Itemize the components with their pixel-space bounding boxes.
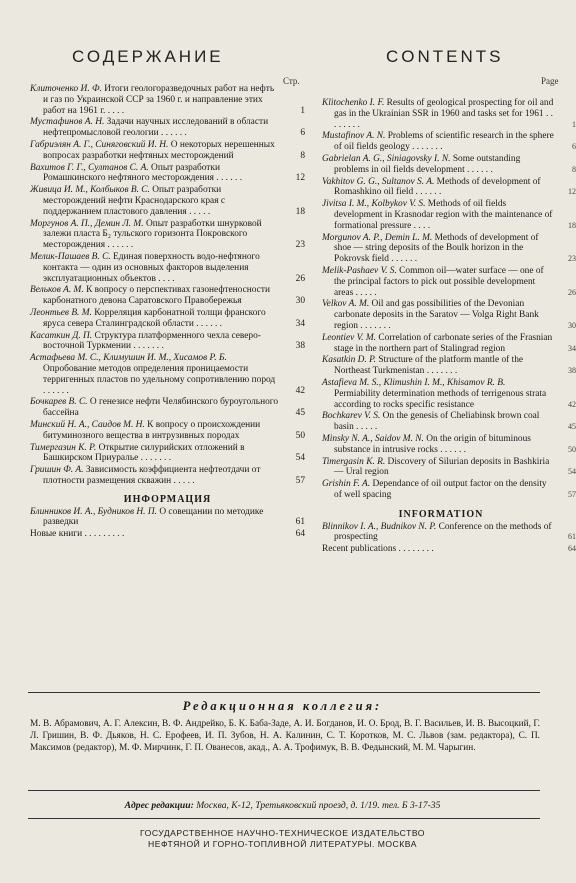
toc-entry	[322, 232, 576, 265]
toc-entry-page: 1	[572, 119, 576, 129]
toc-entry-title: On the origin of bituminous substance in intrusive rocks . . . . . .	[334, 433, 531, 455]
toc-entry-author: Гришин Ф. А.	[30, 465, 84, 476]
toc-entry-author: Vakhitov G. G., Sultanov S. A.	[322, 176, 435, 187]
toc-entry-title: Common oil—water surface — one of the principal factors to pick out possible development areas . . . . .	[334, 265, 544, 298]
toc-entry-page: 1	[300, 105, 305, 116]
toc-entry-title: О некоторых нерешенных вопросах разработки нефтяных месторождений	[43, 139, 275, 161]
contents-heading-en: CONTENTS	[386, 47, 504, 66]
editorial-board-members: М. В. Абрамович, А. Г. Алексин, В. Ф. Андрейко, Б. К. Баба-Заде, А. И. Богданов, И. О. Брод, В. Г. Васильев, И. В. Высоцкий, Г. Л. Гришин, В. Ф. Дьяков, Н. С. Ерофеев, И. П. Зубов, Н. А. Калинин, С. Т. Коротков, М. С. Львов (зам. редактора), С. П. Максимов (редактор), М. Ф. Мирчинк, Г. П. Ованесов, акад., А. А. Трофимук, В. В. Федынский, М. М. Чарыгин.	[30, 719, 540, 753]
information-entry-page: 61	[568, 532, 576, 542]
toc-entry-page: 8	[572, 164, 576, 174]
editorial-board-title: Редакционная коллегия:	[182, 699, 383, 713]
toc-entry	[322, 411, 576, 433]
toc-entry-title: Discovery of Silurian deposits in Bashkiria — Ural region	[334, 456, 550, 478]
toc-entry-title: Корреляция карбонатной толщи франского яруса севера Сталинградской области . . . . . .	[43, 307, 266, 329]
toc-entry-author: Мустафинов А. Н.	[30, 117, 105, 128]
toc-entry	[322, 479, 576, 501]
toc-entry-title: Зависимость коэффициента нефтеотдачи от плотности размещения скважин . . . . .	[43, 465, 261, 486]
toc-entry	[322, 355, 576, 377]
toc-entry	[322, 176, 576, 199]
toc-entry	[30, 252, 305, 284]
toc-entry	[30, 397, 305, 419]
toc-entry-author: Grishin F. A.	[322, 479, 371, 490]
publisher-line-1: ГОСУДАРСТВЕННОЕ НАУЧНО-ТЕХНИЧЕСКОЕ ИЗДАТЕЛЬСТВО	[140, 828, 425, 838]
toc-entry	[30, 140, 305, 162]
toc-entry-author: Melik-Pashaev V. S.	[322, 265, 397, 276]
toc-entry-page: 54	[295, 453, 305, 464]
toc-entry-author: Мелик-Пашаев В. С.	[30, 251, 111, 262]
toc-entry-page: 57	[295, 475, 305, 486]
toc-entry-title: К вопросу о перспективах газонефтеносности карбонатного девона Саратовского Правобережья	[43, 285, 270, 307]
toc-entry-title: О генезисе нефти Челябинского буроугольного бассейна	[43, 397, 279, 419]
toc-entry-author: Касаткин Д. П.	[30, 330, 93, 341]
toc-entry-author: Минский Н. А., Саидов М. Н.	[30, 419, 145, 430]
toc-entry-author: Леонтьев В. М.	[30, 307, 92, 318]
toc-entry-title: On the genesis of Cheliabinsk brown coal basin . . . . .	[334, 411, 540, 433]
toc-entry-title: Results of geological prospecting for oil and gas in the Ukrainian SSR in 1960 and tasks set for 1961 . . . . . . . .	[334, 98, 554, 130]
toc-entry-author: Minsky N. A., Saidov M. N.	[322, 433, 424, 444]
editorial-address	[0, 800, 565, 811]
toc-entry-author: Бочкарев В. С.	[30, 397, 88, 408]
toc-entry-title: Опробование методов определения проницаемости терригенных пластов по удельному сопротивлению пород . . . . . .	[43, 363, 276, 396]
toc-entry-page: 50	[295, 430, 305, 441]
toc-entry	[30, 331, 305, 353]
toc-entry	[322, 332, 576, 355]
toc-entry-author: Mustafinov A. N.	[322, 131, 386, 142]
information-entry-author: Blinnikov I. A., Budnikov N. P.	[322, 521, 437, 532]
toc-entry-author: Живица И. М., Колбыков В. С.	[30, 185, 150, 196]
toc-entry-page: 26	[295, 273, 305, 284]
information-entry-page: 61	[295, 517, 305, 528]
toc-entry-title: Опыт разработки шнурковой залежи пласта Б₂ тульского горизонта Покровского месторождения . . . . . .	[43, 218, 262, 251]
toc-entry	[30, 285, 305, 307]
toc-entry-title: К вопросу о происхождении битуминозного вещества в интрузивных породах	[43, 419, 261, 441]
toc-entry-title: Structure of the platform mantle of the Northeast Turkmenistan . . . . . . .	[334, 355, 524, 377]
toc-entry-page: 38	[568, 366, 576, 376]
toc-entry-title: Some outstanding problems in oil fields development . . . . . .	[334, 153, 521, 175]
information-entry-title: Conference on the methods of prospecting	[334, 521, 552, 543]
page-column-label-ru: Стр.	[283, 76, 300, 86]
toc-entry-page: 12	[568, 187, 576, 197]
toc-entry	[322, 456, 576, 479]
information-entry-title: О совещании по методике разведки	[43, 506, 264, 528]
toc-entry	[30, 420, 305, 442]
toc-entry-title: Methods of oil fields development in Krasnodar region with the maintenance of formational pressure . . . .	[334, 199, 553, 231]
toc-entry-title: Задачи научных исследований в области нефтепромысловой геологии . . . . . .	[43, 117, 269, 139]
toc-entry-page: 6	[300, 128, 305, 139]
toc-entry-author: Вельков А. М.	[30, 285, 84, 296]
toc-entry-title: Единая поверхность водо-нефтяного контакта — один из основных факторов выделения эксплуатационных объектов . . . .	[43, 251, 260, 284]
toc-entry-title: Dependance of oil output factor on the density of well spacing	[334, 479, 547, 500]
toc-entry-author: Leontiev V. M.	[322, 332, 376, 343]
toc-entry	[322, 377, 576, 410]
toc-entry-author: Velkov A. M.	[322, 299, 370, 310]
toc-entry-page: 45	[568, 422, 576, 432]
toc-entry-title: Oil and gas possibilities of the Devonian carbonate deposits in the Saratov — Volga Right Bank region . . . . . . .	[334, 299, 539, 331]
toc-entry	[30, 465, 305, 487]
information-heading: INFORMATION	[398, 508, 484, 520]
toc-entry	[30, 163, 305, 185]
information-heading: ИНФОРМАЦИЯ	[123, 493, 212, 505]
toc-entry-title: Permiability determination methods of terrigenous strata according to rocks specific resistance	[334, 388, 547, 410]
toc-entry-author: Kasatkin D. P.	[322, 355, 376, 366]
toc-entry	[322, 199, 576, 231]
toc-entry-page: 23	[295, 240, 305, 251]
toc-entry-author: Габриэлян А. Г., Синяговский И. Н.	[30, 139, 169, 150]
toc-entry-author: Bochkarev V. S.	[322, 411, 381, 422]
publisher-line-2: НЕФТЯНОЙ И ГОРНО-ТОПЛИВНОЙ ЛИТЕРАТУРЫ. МОСКВА	[148, 839, 417, 849]
toc-entry-page: 42	[568, 399, 576, 409]
information-entry-title: Recent publications . . . . . . . .	[322, 544, 434, 555]
information-entry	[30, 507, 305, 529]
toc-entry-author: Вахитов Г. Г., Султанов С. А.	[30, 162, 149, 173]
toc-entry-page: 18	[568, 220, 576, 230]
toc-entry	[30, 353, 305, 396]
toc-entry-title: Methods of development of Romashkino oil field . . . . . .	[334, 176, 541, 198]
toc-entry-page: 12	[295, 173, 305, 184]
divider-bottom	[28, 818, 540, 819]
toc-entry-page: 30	[295, 296, 305, 307]
toc-entry	[322, 153, 576, 176]
toc-entry-page: 45	[295, 408, 305, 419]
toc-entry-page: 42	[295, 385, 305, 396]
information-entry	[30, 529, 305, 540]
toc-entry-page: 26	[568, 287, 576, 297]
russian-contents-column	[30, 84, 305, 541]
toc-entry	[322, 131, 576, 153]
toc-entry-title: Correlation of carbonate series of the Frasnian stage in the northern part of Stalingrad region	[334, 332, 553, 354]
toc-entry-author: Astafieva M. S., Klimushin I. M., Khisamov R. B.	[322, 377, 506, 388]
toc-entry	[30, 117, 305, 139]
toc-entry-page: 54	[568, 467, 576, 477]
toc-entry-page: 50	[568, 444, 576, 454]
toc-entry	[30, 219, 305, 251]
divider-middle	[28, 790, 540, 791]
information-entry-author: Блинников И. А., Будников Н. П.	[30, 506, 157, 517]
toc-entry-title: Problems of scientific research in the sphere of oil fields geology . . . . . . .	[334, 131, 554, 153]
toc-entry-page: 34	[568, 343, 576, 353]
toc-entry	[30, 443, 305, 465]
toc-entry	[322, 265, 576, 298]
toc-entry	[322, 433, 576, 456]
toc-entry-page: 57	[568, 489, 576, 499]
toc-entry-title: Опыт разработки Ромашкинского нефтяного месторождения . . . . . .	[43, 162, 243, 184]
toc-entry	[322, 98, 576, 130]
publisher-block	[0, 828, 565, 850]
address-text: Москва, К-12, Третьяковский проезд, д. 1/19. тел. Б 3-17-35	[193, 800, 441, 811]
information-entry	[322, 521, 576, 544]
toc-entry	[30, 308, 305, 330]
toc-entry-page: 23	[568, 254, 576, 264]
information-entry-title: Новые книги . . . . . . . . .	[30, 529, 125, 540]
toc-entry	[322, 299, 576, 331]
toc-entry-author: Моргунов А. П., Демин Л. М.	[30, 218, 144, 229]
contents-heading-ru: СОДЕРЖАНИЕ	[72, 47, 224, 66]
information-entry-page: 64	[568, 544, 576, 554]
information-entry-page: 64	[295, 529, 305, 540]
toc-entry-title: Структура платформенного чехла северо-восточной Туркмении . . . . . . .	[43, 330, 261, 352]
toc-entry-author: Gabrielan A. G., Siniagovsky I. N.	[322, 153, 451, 164]
page-column-label-en: Page	[541, 76, 559, 86]
toc-entry-title: Открытие силурийских отложений в Башкирском Приуралье . . . . . . .	[43, 442, 245, 464]
toc-entry-page: 18	[295, 206, 305, 217]
toc-entry-title: Итоги геологоразведочных работ на нефть и газ по Украинской ССР за 1960 г. и направление этих работ на 1961 г. . . . .	[43, 84, 275, 116]
toc-entry-title: Methods of development of shoe — string deposits of the Boulk horizon in the Pokrovsk field . . . . . .	[334, 232, 539, 265]
toc-entry	[30, 185, 305, 217]
divider-top	[28, 692, 540, 693]
toc-entry-author: Астафьева М. С., Климушин И. М., Хисамов Р. Б.	[30, 353, 227, 364]
toc-entry-author: Morgunov A. P., Demin L. M.	[322, 232, 433, 243]
toc-entry	[30, 84, 305, 116]
toc-entry-title: Опыт разработки месторождений нефти Краснодарского края с поддержанием пластового давления . . . . .	[43, 185, 226, 217]
toc-entry-author: Клиточенко И. Ф.	[30, 84, 102, 94]
toc-entry-page: 8	[300, 150, 305, 161]
toc-entry-page: 30	[568, 320, 576, 330]
toc-entry-page: 38	[295, 341, 305, 352]
address-label: Адрес редакции:	[124, 800, 194, 811]
toc-entry-author: Timergasin K. R.	[322, 456, 386, 467]
toc-entry-page: 34	[295, 318, 305, 329]
english-contents-column	[322, 98, 576, 556]
information-entry	[322, 544, 576, 555]
toc-entry-author: Тимергазин К. Р.	[30, 442, 97, 453]
toc-entry-author: Jivitsa I. M., Kolbykov V. S.	[322, 199, 426, 210]
toc-entry-author: Klitochenko I. F.	[322, 98, 385, 108]
toc-entry-page: 6	[572, 142, 576, 152]
